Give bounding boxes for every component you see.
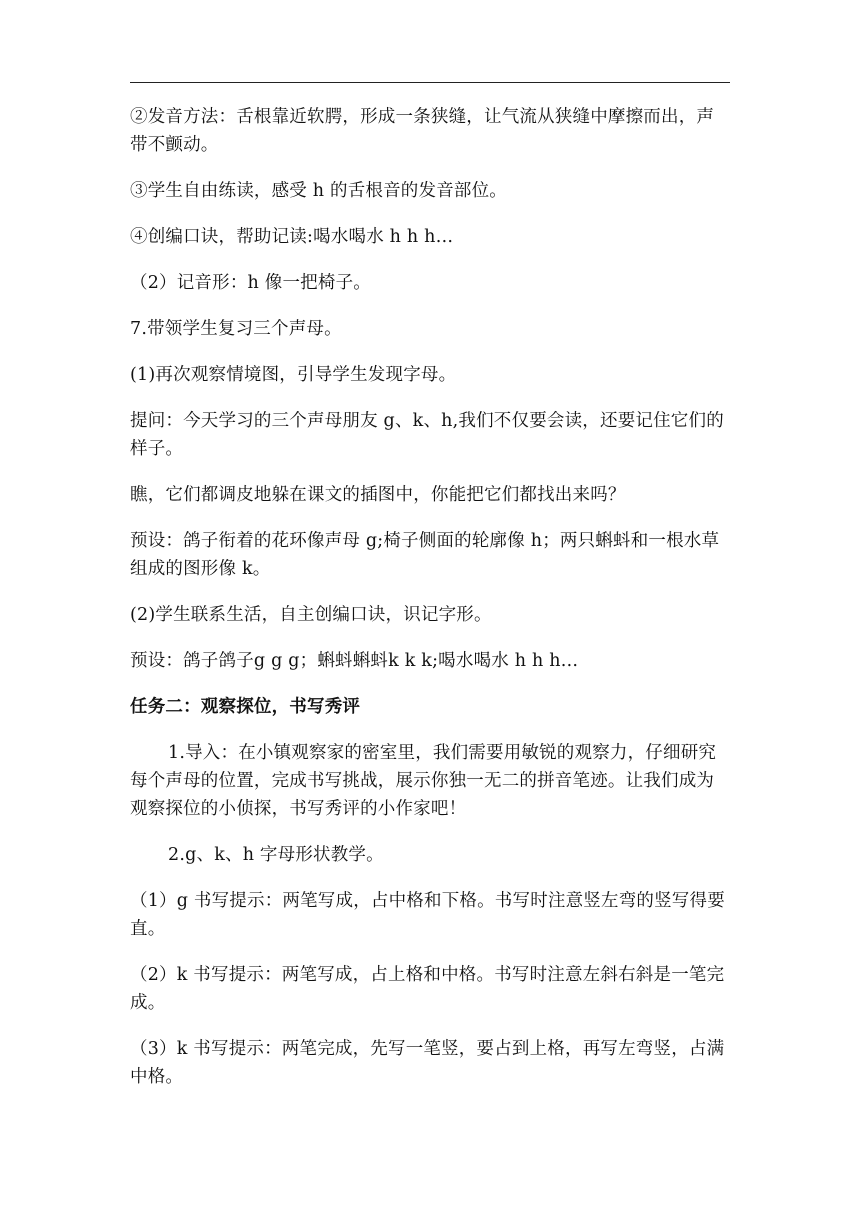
paragraph-chant: ④创编口诀，帮助记读:喝水喝水 h h h… xyxy=(130,227,454,247)
paragraph-sound-shape: （2）记音形：h 像一把椅子。 xyxy=(130,273,371,293)
header-rule xyxy=(130,82,730,83)
paragraph-introduction: 1.导入：在小镇观察家的密室里，我们需要用敏锐的观察力，仔细研究每个声母的位置，完成书写挑战，展示你独一无二的拼音笔迹。让我们成为观察探位的小侦探，书写秀评的小作家吧！ xyxy=(130,743,717,819)
paragraph-letter-shape-teaching: 2.g、k、h 字母形状教学。 xyxy=(168,845,384,865)
document-body xyxy=(130,103,730,1109)
paragraph-find-letters: 瞧，它们都调皮地躲在课文的插图中，你能把它们都找出来吗？ xyxy=(130,485,626,505)
paragraph-review-initials: 7.带领学生复习三个声母。 xyxy=(130,319,342,339)
paragraph-free-practice: ③学生自由练读，感受 h 的舌根音的发音部位。 xyxy=(130,181,507,201)
paragraph-preset-chant: 预设：鸽子鸽子g g g；蝌蚪蝌蚪k k k;喝水喝水 h h h… xyxy=(130,651,579,671)
paragraph-pronunciation-method: ②发音方法：舌根靠近软腭，形成一条狭缝，让气流从狭缝中摩擦而出，声带不颤动。 xyxy=(130,107,715,155)
paragraph-student-chant: (2)学生联系生活，自主创编口诀，识记字形。 xyxy=(130,605,492,625)
paragraph-writing-tip-k: （2）k 书写提示：两笔写成，占上格和中格。书写时注意左斜右斜是一笔完成。 xyxy=(130,965,725,1013)
section-heading-task-two: 任务二：观察探位，书写秀评 xyxy=(130,697,361,717)
paragraph-observe-picture: (1)再次观察情境图，引导学生发现字母。 xyxy=(130,365,457,385)
paragraph-preset-shapes: 预设：鸽子衔着的花环像声母 g;椅子侧面的轮廓像 h；两只蝌蚪和一根水草组成的图形像 k。 xyxy=(130,531,720,579)
paragraph-writing-tip-h: （3）k 书写提示：两笔完成，先写一笔竖，要占到上格，再写左弯竖，占满中格。 xyxy=(130,1039,725,1087)
paragraph-writing-tip-g: （1）g 书写提示：两笔写成，占中格和下格。书写时注意竖左弯的竖写得要直。 xyxy=(130,891,725,939)
paragraph-question: 提问：今天学习的三个声母朋友 g、k、h,我们不仅要会读，还要记住它们的样子。 xyxy=(130,411,724,459)
